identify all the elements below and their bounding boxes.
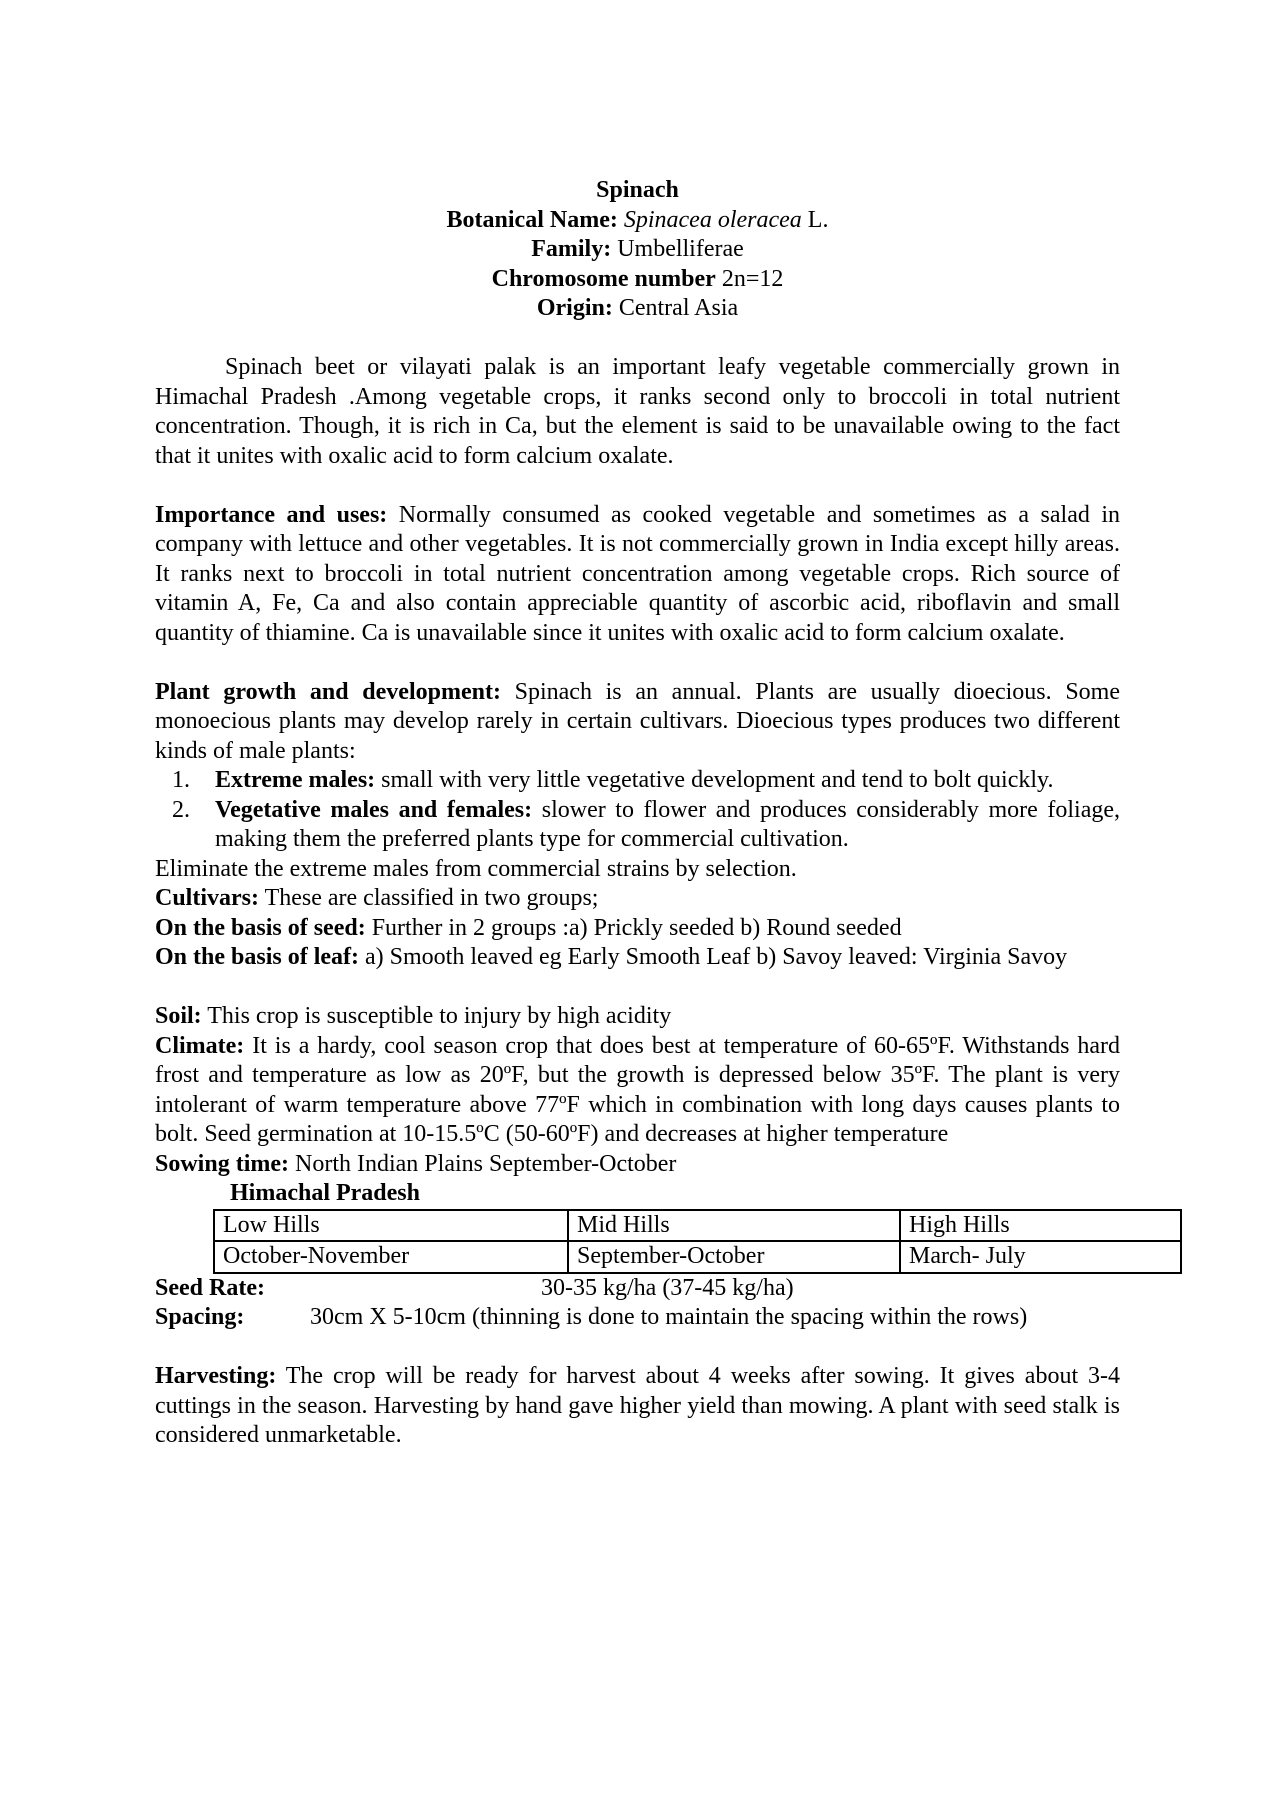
eliminate-text: Eliminate the extreme males from commercial strains by selection. bbox=[155, 855, 797, 882]
hp-sowing-table bbox=[213, 1209, 1182, 1274]
growth-paragraph bbox=[155, 678, 1120, 767]
seed-rate-line bbox=[155, 1274, 1120, 1304]
chromosome-label: Chromosome number bbox=[491, 265, 716, 292]
leaf-basis-text: a) Smooth leaved eg Early Smooth Leaf b) Savoy leaved: Virginia Savoy bbox=[359, 944, 1068, 970]
hp-table-header-row bbox=[214, 1210, 1181, 1242]
family-line bbox=[155, 235, 1120, 265]
climate-text: It is a hardy, cool season crop that does best at temperature of 60-65ºF. Withstands hard frost and temperature as low as 20ºF, but the growth is depressed below 35ºF. The plant is very intolerant of warm temperature above 77ºF which in combination with long days causes plants to bolt. Seed germination at 10-15.5ºC (50-60ºF) and decreases at higher temperature bbox=[155, 1032, 1120, 1147]
cultivars-line bbox=[155, 884, 1120, 914]
spacing-value: 30cm X 5-10cm (thinning is done to maintain the spacing within the rows) bbox=[310, 1304, 1028, 1330]
hp-header-low-hills: Low Hills bbox=[214, 1210, 568, 1242]
intro-text: Spinach beet or vilayati palak is an important leafy vegetable commercially grown in Himachal Pradesh .Among vegetable crops, it ranks second only to broccoli in total nutrient concentration. Though, it is rich in Ca, but the element is said to be unavailable owing to the fact that it unites with oxalic acid to form calcium oxalate. bbox=[155, 354, 1120, 469]
hp-table-value-row bbox=[214, 1241, 1181, 1273]
botanical-name-value: Spinacea oleracea bbox=[617, 206, 802, 233]
family-label: Family: bbox=[531, 236, 612, 262]
spacing-label: Spacing: bbox=[155, 1304, 245, 1330]
harvesting-text: The crop will be ready for harvest about 4 weeks after sowing. It gives about 3-4 cuttings in the season. Harvesting by hand gave higher yield than mowing. A plant with seed stalk is considered unmarketable. bbox=[155, 1363, 1120, 1448]
harvesting-label: Harvesting: bbox=[155, 1363, 277, 1389]
origin-line bbox=[155, 294, 1120, 324]
family-value: Umbelliferae bbox=[611, 236, 744, 262]
botanical-name-line bbox=[155, 206, 1120, 236]
leaf-basis-label: On the basis of leaf: bbox=[155, 944, 359, 970]
climate-label: Climate: bbox=[155, 1032, 245, 1059]
hp-value-low-hills: October-November bbox=[214, 1241, 568, 1273]
soil-text: This crop is susceptible to injury by high acidity bbox=[201, 1003, 672, 1029]
hp-table-title: Himachal Pradesh bbox=[230, 1180, 420, 1206]
seed-rate-value: 30-35 kg/ha (37-45 kg/ha) bbox=[541, 1274, 794, 1301]
spacing-line bbox=[155, 1303, 1120, 1333]
item-2-number: 2. bbox=[172, 796, 190, 823]
sowing-text: North Indian Plains September-October bbox=[289, 1150, 677, 1177]
climate-paragraph bbox=[155, 1032, 1120, 1150]
growth-text: Spinach is an annual. Plants are usually dioecious. Some monoecious plants may develop rarely in certain cultivars. Dioecious types produces two different kinds of male plants: bbox=[155, 678, 1120, 764]
item-2-label: Vegetative males and females: bbox=[215, 796, 533, 823]
cultivars-text: These are classified in two groups; bbox=[259, 885, 599, 911]
importance-paragraph bbox=[155, 501, 1120, 649]
item-2-text: slower to flower and produces considerably more foliage, making them the preferred plants type for commercial cultivation. bbox=[215, 796, 1120, 852]
harvesting-paragraph bbox=[155, 1362, 1120, 1451]
sowing-line bbox=[155, 1150, 1120, 1180]
botanical-name-suffix: L. bbox=[801, 206, 829, 233]
seed-basis-text: Further in 2 groups :a) Prickly seeded b) Round seeded bbox=[365, 914, 902, 941]
item-1-number: 1. bbox=[172, 767, 190, 793]
importance-label: Importance and uses: bbox=[155, 501, 388, 528]
doc-title-text: Spinach bbox=[596, 177, 679, 203]
eliminate-line bbox=[155, 855, 1120, 885]
soil-label: Soil: bbox=[155, 1003, 202, 1029]
chromosome-value: 2n=12 bbox=[715, 265, 784, 292]
hp-header-mid-hills: Mid Hills bbox=[568, 1210, 900, 1242]
botanical-name-label: Botanical Name: bbox=[446, 206, 618, 233]
item-1-label: Extreme males: bbox=[215, 767, 376, 793]
male-types-list bbox=[155, 766, 1120, 855]
chromosome-line bbox=[155, 265, 1120, 295]
title-block bbox=[155, 176, 1120, 324]
cultivars-label: Cultivars: bbox=[155, 885, 259, 911]
item-1-text: small with very little vegetative development and tend to bolt quickly. bbox=[375, 767, 1054, 793]
origin-label: Origin: bbox=[536, 295, 613, 321]
importance-text: Normally consumed as cooked vegetable and sometimes as a salad in company with lettuce and other vegetables. It is not commercially grown in India except hilly areas. It ranks next to broccoli in total nutrient concentration among vegetable crops. Rich source of vitamin A, Fe, Ca and also contain appreciable quantity of ascorbic acid, riboflavin and small quantity of thiamine. Ca is unavailable since it unites with oxalic acid to form calcium oxalate. bbox=[155, 501, 1121, 646]
origin-value: Central Asia bbox=[612, 295, 739, 321]
seed-rate-label: Seed Rate: bbox=[155, 1274, 265, 1301]
hp-value-high-hills: March- July bbox=[900, 1241, 1181, 1273]
hp-value-mid-hills: September-October bbox=[568, 1241, 900, 1273]
male-type-item-1 bbox=[155, 766, 1120, 796]
soil-line bbox=[155, 1002, 1120, 1032]
seed-basis-line bbox=[155, 914, 1120, 944]
seed-basis-label: On the basis of seed: bbox=[155, 914, 366, 941]
hp-header-high-hills: High Hills bbox=[900, 1210, 1181, 1242]
doc-title bbox=[155, 176, 1120, 206]
male-type-item-2 bbox=[155, 796, 1120, 855]
intro-paragraph bbox=[155, 353, 1120, 471]
leaf-basis-line bbox=[155, 943, 1120, 973]
sowing-label: Sowing time: bbox=[155, 1150, 289, 1177]
growth-label: Plant growth and development: bbox=[155, 678, 501, 705]
